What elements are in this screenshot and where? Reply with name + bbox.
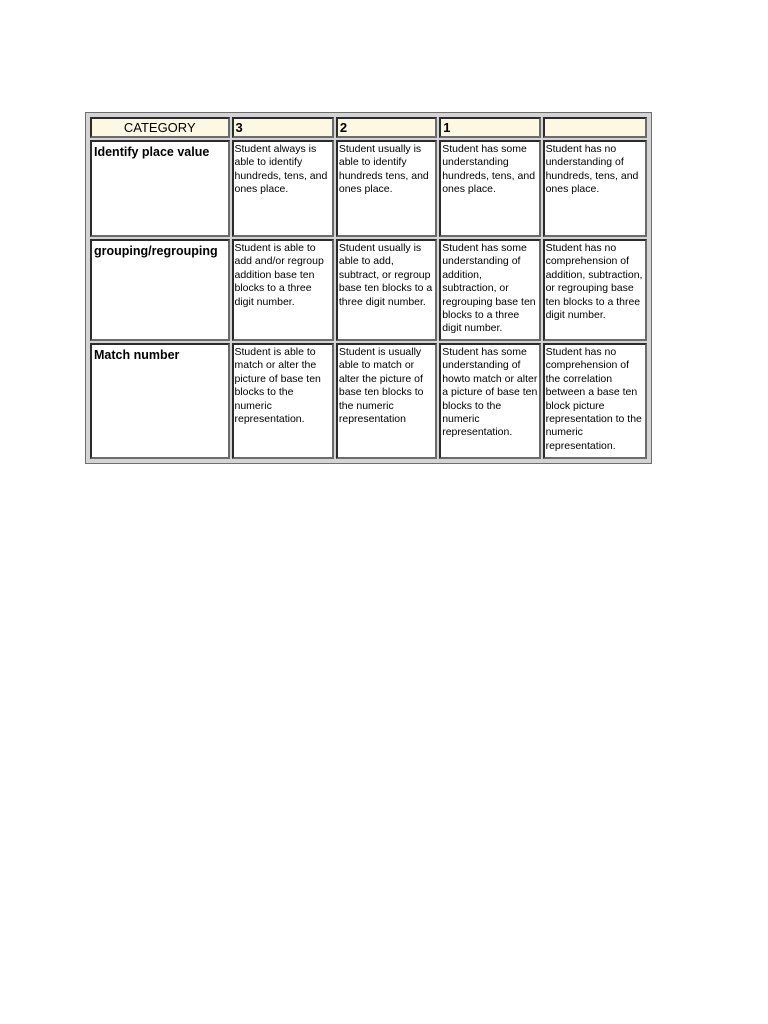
criteria-cell: Student has some understanding of howto match or alter a picture of base ten blocks to the numeric representation. [439, 343, 540, 459]
table-row [90, 343, 647, 459]
header-category-cell: CATEGORY [90, 117, 230, 138]
criteria-cell: Student has no comprehension of the correlation between a base ten block picture representation to the numeric representation. [543, 343, 647, 459]
table-row [90, 140, 647, 237]
header-level-cell: 3 [232, 117, 334, 138]
criteria-cell: Student has some understanding hundreds, tens, and ones place. [439, 140, 540, 237]
criteria-cell: Student is able to match or alter the picture of base ten blocks to the numeric representation. [232, 343, 334, 459]
header-row [90, 117, 647, 138]
criteria-cell: Student is able to add and/or regroup addition base ten blocks to a three digit number. [232, 239, 334, 341]
criteria-cell: Student usually is able to identify hundreds tens, and ones place. [336, 140, 437, 237]
criteria-cell: Student always is able to identify hundreds, tens, and ones place. [232, 140, 334, 237]
row-category-cell: Match number [90, 343, 230, 459]
header-level-cell: 1 [439, 117, 540, 138]
table-row [90, 239, 647, 341]
header-level-cell: 2 [336, 117, 437, 138]
criteria-cell: Student usually is able to add, subtract, or regroup base ten blocks to a three digit number. [336, 239, 437, 341]
rubric-table-frame [85, 112, 652, 464]
criteria-cell: Student has no understanding of hundreds, tens, and ones place. [543, 140, 647, 237]
header-level-cell [543, 117, 647, 138]
rubric-table [88, 115, 649, 461]
criteria-cell: Student has some understanding of addition, subtraction, or regrouping base ten blocks to a three digit number. [439, 239, 540, 341]
row-category-cell: Identify place value [90, 140, 230, 237]
row-category-cell: grouping/regrouping [90, 239, 230, 341]
criteria-cell: Student is usually able to match or alter the picture of base ten blocks to the numeric representation [336, 343, 437, 459]
criteria-cell: Student has no comprehension of addition, subtraction, or regrouping base ten blocks to a three digit number. [543, 239, 647, 341]
